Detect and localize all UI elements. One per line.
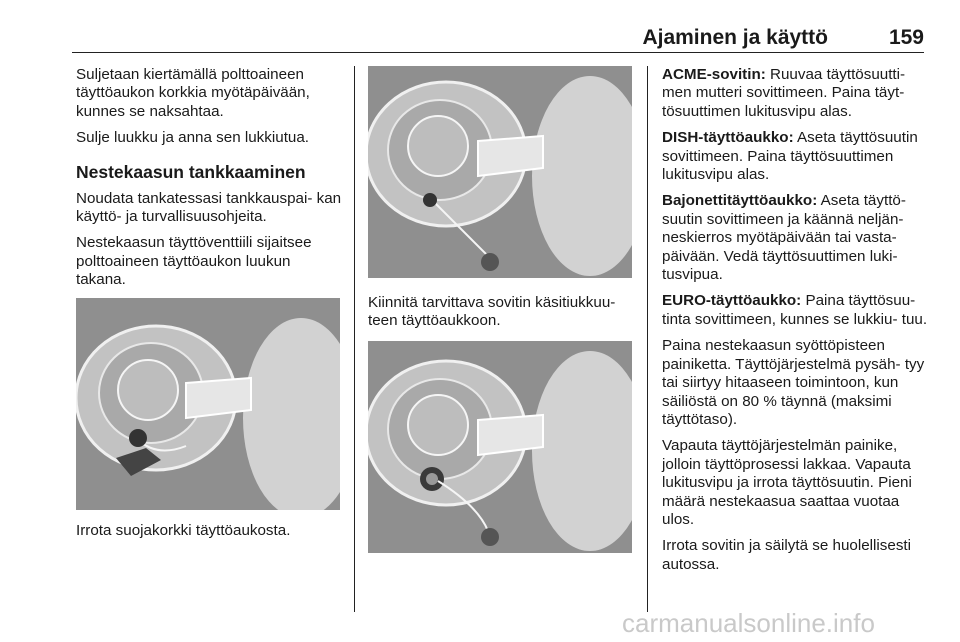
caption-remove-cap: Irrota suojakorkki täyttöaukosta.	[76, 521, 291, 539]
label-acme: ACME-sovitin:	[662, 66, 766, 83]
column-1	[76, 66, 344, 548]
text-dish: Aseta täyttösuutin sovittimeen. Paina täyttösuuttimen lukitusvipu alas.	[662, 129, 918, 184]
paragraph-remove-adapter: Irrota sovitin ja säilytä se huolellisesti autossa.	[662, 537, 912, 573]
column-2	[368, 66, 636, 553]
paragraph-instructions: Noudata tankatessasi tankkauspai- kan käyttö- ja turvallisuusohjeita.	[76, 189, 342, 226]
column-divider-2	[647, 66, 648, 612]
page-header	[72, 26, 924, 53]
watermark: carmanualsonline.info	[622, 608, 875, 638]
paragraph-euro	[662, 292, 928, 329]
paragraph-close-flap: Sulje luukku ja anna sen lukkiutua.	[76, 129, 310, 147]
text-acme: Ruuvaa täyttösuutti- men mutteri sovittimeen. Paina täyt- tösuuttimen lukitusvipu alas.	[662, 66, 906, 120]
page-number: 159	[888, 26, 924, 49]
paragraph-valve-location: Nestekaasun täyttöventtiili sijaitsee polttoaineen täyttöaukon luukun takana.	[76, 234, 312, 289]
paragraph-release-button: Vapauta täyttöjärjestelmän painike, jolloin täyttöprosessi lakkaa. Vapauta lukitusvipu ja irrota täyttösuutin. Pieni määrä nestekaasua saattaa vuotaa ulos.	[662, 437, 912, 528]
column-divider-1	[354, 66, 355, 612]
illustration-adapter	[368, 341, 632, 553]
page-title: Ajaminen ja käyttö	[642, 26, 828, 49]
paragraph-bayonet	[662, 192, 928, 284]
paragraph-press-button: Paina nestekaasun syöttöpisteen painiketta. Täyttöjärjestelmä pysäh- tyy tai siirtyy hitaaseen toimintoon, kun säiliöstä on 80 % täynnä (maksimi täyttötaso).	[662, 337, 925, 428]
illustration-remove-cap	[76, 298, 340, 510]
caption-attach-adapter: Kiinnitä tarvittava sovitin käsitiukkuu- teen täyttöaukkoon.	[368, 294, 616, 330]
paragraph-close-cap: Suljetaan kiertämällä polttoaineen täyttöaukon korkkia myötäpäivään, kunnes se naksahtaa.	[76, 66, 310, 120]
label-dish: DISH-täyttöaukko:	[662, 129, 794, 147]
paragraph-dish	[662, 129, 928, 184]
label-euro: EURO-täyttöaukko:	[662, 292, 802, 310]
column-3	[662, 66, 928, 582]
label-bayonet: Bajonettitäyttöaukko:	[662, 192, 818, 210]
text-euro: Paina täyttösuu- tinta sovittimeen, kunnes se lukkiu- tuu.	[662, 292, 928, 328]
illustration-closed-cap	[368, 66, 632, 278]
text-bayonet: Aseta täyttö- suutin sovittimeen ja käännä neljän- neskierros myötäpäivään tai vasta- päivään. Vedä täyttösuuttimen luki- tusvipua.	[662, 192, 906, 284]
section-heading: Nestekaasun tankkaaminen	[76, 161, 306, 182]
paragraph-acme	[662, 66, 928, 121]
